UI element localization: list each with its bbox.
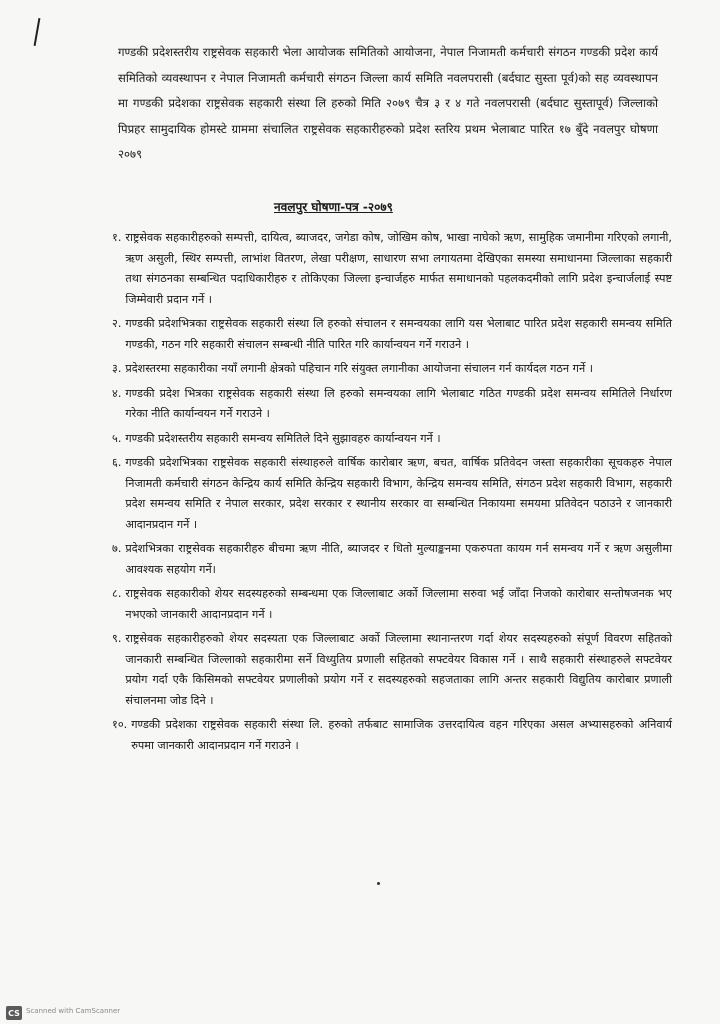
item-number: ८. bbox=[112, 587, 122, 600]
item-number: ७. bbox=[112, 542, 122, 555]
stray-dot bbox=[377, 882, 380, 885]
item-number: २. bbox=[112, 317, 122, 330]
camscanner-logo-icon: CS bbox=[6, 1006, 22, 1020]
item-number: १०. bbox=[112, 718, 128, 731]
list-item bbox=[112, 314, 672, 355]
item-number: ६. bbox=[112, 456, 122, 469]
list-item bbox=[112, 715, 672, 756]
scanner-watermark: Scanned with CamScanner bbox=[26, 1007, 121, 1015]
item-text: गण्डकी प्रदेशका राष्ट्रसेवक सहकारी संस्था लि. हरुको तर्फबाट सामाजिक उत्तरदायित्व वहन गरिएका असल अभ्यासहरुको अनिवार्य रुपमा जानकारी आदानप्रदान गर्ने गराउने । bbox=[131, 718, 672, 752]
item-text: प्रदेशस्तरमा सहकारीका नयाँ लगानी क्षेत्रको पहिचान गरि संयुक्त लगानीका आयोजना संचालन गर्न कार्यदल गठन गर्ने । bbox=[125, 362, 593, 375]
item-number: ९. bbox=[112, 632, 122, 645]
item-text: प्रदेशभित्रका राष्ट्रसेवक सहकारीहरु बीचमा ऋण नीति, ब्याजदर र धितो मुल्याङ्कनमा एकरुपता कायम गर्न समन्वय गर्ने र ऋण असुलीमा आवश्यक सहयोग गर्ने। bbox=[125, 542, 672, 576]
item-number: ३. bbox=[112, 362, 122, 375]
item-number: १. bbox=[112, 231, 122, 244]
list-item bbox=[112, 228, 672, 310]
item-text: राष्ट्रसेवक सहकारीहरुको सम्पत्ती, दायित्व, ब्याजदर, जगेडा कोष, जोखिम कोष, भाखा नाघेको ऋण, सामुहिक जमानीमा गरिएको लगानी, ऋण असुली, स्थिर सम्पत्ती, लाभांश वितरण, लेखा परीक्षण, साधारण सभा लगायतमा देखिएका समस्या समाधानमा जिल्लाका सहकारी तथा संगठनका सम्बन्धित पदाधिकारीहरु र तोकिएका जिल्ला इन्चार्जहरु मार्फत समाधानको पहलकदमीको लागि प्रदेश इन्चार्जलाई स्पष्ट जिम्मेवारी प्रदान गर्ने । bbox=[125, 231, 672, 306]
item-text: गण्डकी प्रदेशभित्रका राष्ट्रसेवक सहकारी संस्थाहरुले वार्षिक कारोबार ऋण, बचत, वार्षिक प्रतिवेदन जस्ता सहकारीका सूचकहरु नेपाल निजामती कर्मचारी संगठन केन्द्रिय कार्य समिति केन्द्रिय सहकारी विभाग, केन्द्रिय समन्वय समिति, संगठन प्रदेश सहकारी विभाग, सहकारी प्रदेश समन्वय समिति र नेपाल सरकार, प्रदेश सरकार र स्थानीय सरकार वा सम्बन्धित निकायमा समयमा प्रतिवेदन पठाउने र जानकारी आदानप्रदान गर्ने । bbox=[125, 456, 672, 531]
list-item bbox=[112, 584, 672, 625]
pen-mark bbox=[34, 18, 41, 46]
intro-paragraph: गण्डकी प्रदेशस्तरीय राष्ट्रसेवक सहकारी भेला आयोजक समितिको आयोजना, नेपाल निजामती कर्मचारी संगठन गण्डकी प्रदेश कार्य समितिको व्यवस्थापन र नेपाल निजामती कर्मचारी संगठन जिल्ला कार्य समिति नवलपरासी (बर्दघाट सुस्ता पूर्व)को सह व्यवस्थापन मा गण्डकी प्रदेशका राष्ट्रसेवक सहकारी संस्था लि हरुको मिति २०७९ चैत्र ३ र ४ गते नवलपरासी (बर्दघाट सुस्तापूर्व) जिल्लाको पिप्रहर सामुदायिक होमस्टे ग्राममा संचालित राष्ट्रसेवक सहकारीहरुको प्रदेश स्तरिय प्रथम भेलाबाट पारित १७ बुँदे नवलपुर घोषणा २०७९ bbox=[118, 45, 658, 161]
list-item bbox=[112, 539, 672, 580]
item-text: राष्ट्रसेवक सहकारीहरुको शेयर सदस्यता एक जिल्लाबाट अर्को जिल्लामा स्थानान्तरण गर्दा शेयर सदस्यहरुको संपूर्ण विवरण सहितको जानकारी सम्बन्धित जिल्लाको सहकारीमा सर्ने विध्युतिय प्रणाली सहितको सफ्टवेयर विकास गर्ने । साथै सहकारी संस्थाहरुले सफ्टवेयर प्रयोग गर्दा एकै किसिमको सफ्टवेयर प्रणालीको प्रयोग गर्ने र सदस्यहरुको सहजताका लागि अन्तर सहकारी विद्युतिय कारोबार प्रणाली संचालनमा जोड दिने । bbox=[125, 632, 672, 707]
item-text: गण्डकी प्रदेश भित्रका राष्ट्रसेवक सहकारी संस्था लि हरुको समन्वयका लागि भेलाबाट गठित गण्डकी प्रदेश समन्वय समितिले निर्धारण गरेका नीति कार्यान्वयन गर्ने गराउने । bbox=[125, 386, 672, 420]
item-text: गण्डकी प्रदेशस्तरीय सहकारी समन्वय समितिले दिने सुझावहरु कार्यान्वयन गर्ने । bbox=[125, 431, 441, 445]
list-item bbox=[112, 359, 672, 380]
list-item bbox=[112, 429, 672, 450]
declaration-list bbox=[112, 228, 672, 760]
item-number: ४. bbox=[112, 386, 122, 400]
item-text: गण्डकी प्रदेशभित्रका राष्ट्रसेवक सहकारी संस्था लि हरुको संचालन र समन्वयका लागि यस भेलाबाट पारित प्रदेश सहकारी समन्वय समिति गण्डकी, गठन गरि सहकारी संचालन सम्बन्धी नीति पारित गरि कार्यान्वयन गर्ने गराउने । bbox=[125, 317, 672, 351]
declaration-heading: नवलपुर घोषणा-पत्र -२०७९ bbox=[274, 200, 393, 214]
list-item bbox=[112, 453, 672, 535]
list-item bbox=[112, 384, 672, 425]
item-text: राष्ट्रसेवक सहकारीको शेयर सदस्यहरुको सम्बन्धमा एक जिल्लाबाट अर्को जिल्लामा सरुवा भई जाँदा निजको कारोबार सन्तोषजनक भए नभएको जानकारी आदानप्रदान गर्ने । bbox=[125, 587, 672, 621]
list-item bbox=[112, 629, 672, 711]
item-number: ५. bbox=[112, 431, 122, 445]
